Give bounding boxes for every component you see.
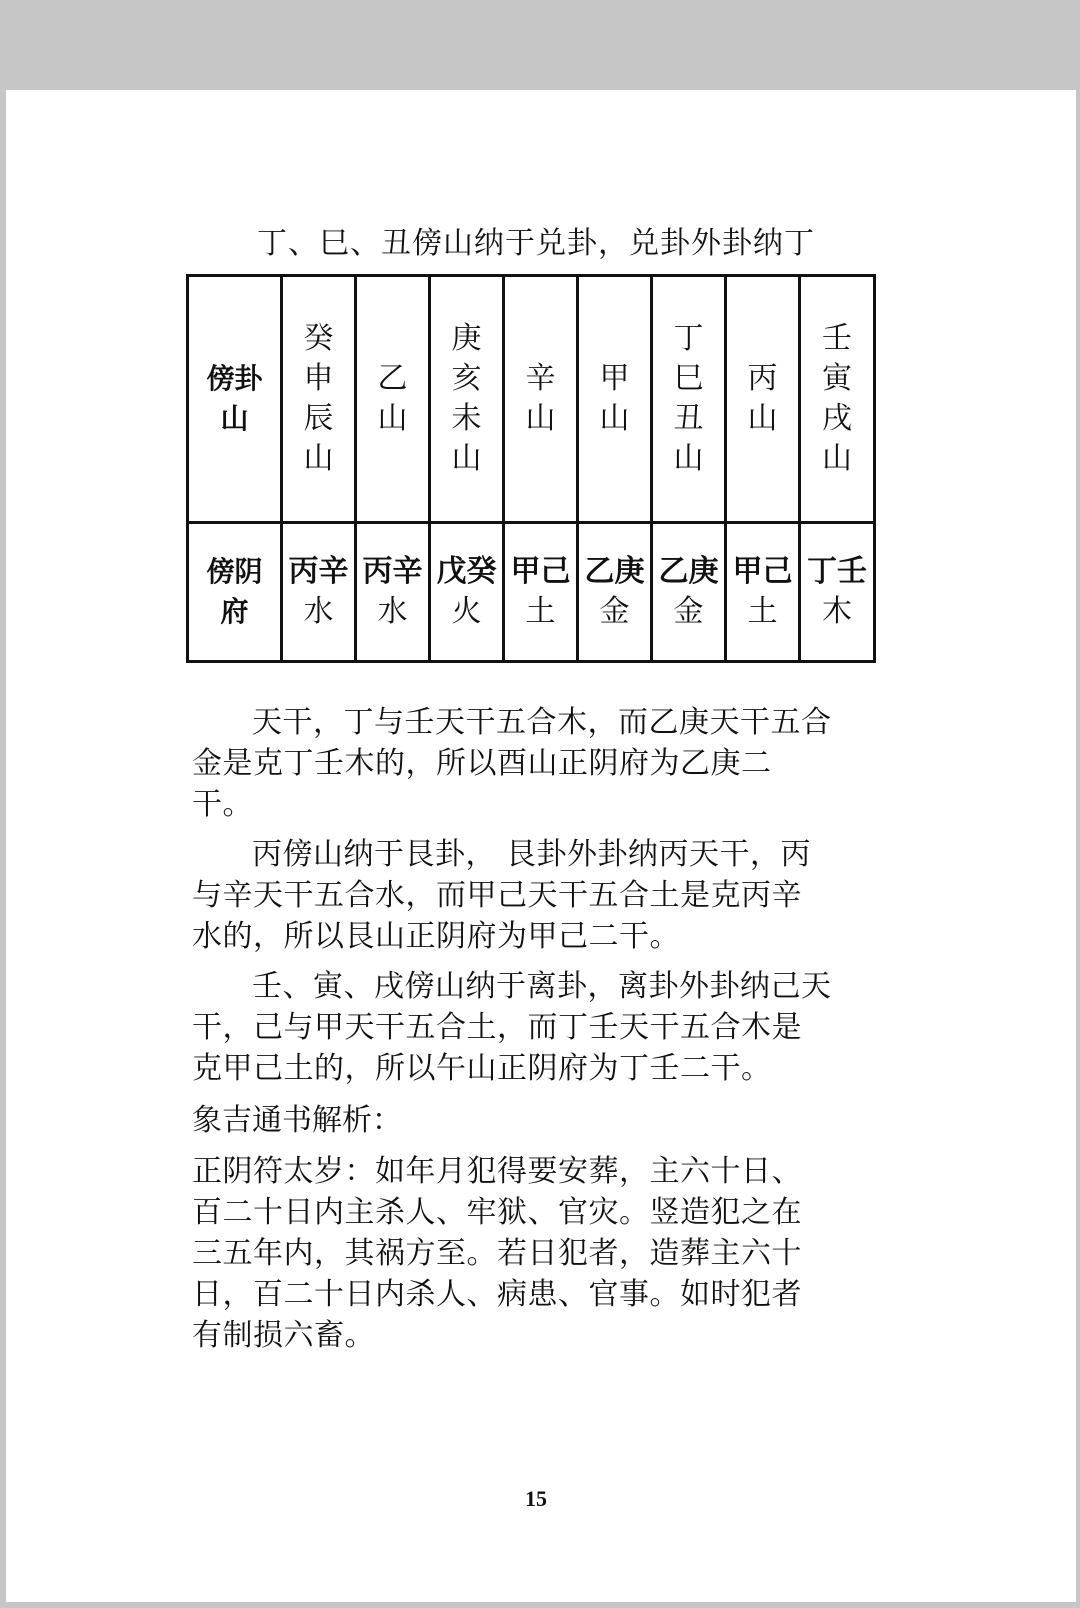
paragraph: 天干，丁与壬天干五合木，而乙庚天干五合金是克丁壬木的，所以酉山正阴府为乙庚二干。 bbox=[192, 705, 832, 822]
cell-gan: 甲己 bbox=[510, 554, 571, 589]
table-cell bbox=[726, 276, 800, 523]
table-row-bang-gua-shan bbox=[188, 276, 875, 523]
cell-wuxing: 金 bbox=[599, 594, 630, 629]
row-header-bang-gua-shan bbox=[188, 276, 282, 523]
paragraph: 丙傍山纳于艮卦， 艮卦外卦纳丙天干，丙与辛天干五合水，而甲己天干五合土是克丙辛水的，所以艮山正阴府为甲己二干。 bbox=[192, 837, 812, 954]
cell-gan: 丁壬 bbox=[807, 554, 867, 589]
cell-wuxing: 水 bbox=[377, 594, 408, 629]
table-cell bbox=[652, 523, 726, 662]
row-header-bang-yin-fu bbox=[188, 523, 282, 662]
cell-wuxing: 土 bbox=[747, 594, 778, 629]
table-cell bbox=[282, 276, 356, 523]
table-cell bbox=[578, 523, 652, 662]
document-page bbox=[6, 90, 1076, 1602]
row-header-label: 傍卦山 bbox=[206, 362, 263, 435]
cell-wuxing: 木 bbox=[822, 594, 852, 629]
analysis-text: 正阴符太岁：如年月犯得要安葬，主六十日、百二十日内主杀人、牢狱、官灾。竖造犯之在三五年内，其祸方至。若日犯者，造葬主六十日，百二十日内杀人、病患、官事。如时犯者有制损六畜。 bbox=[192, 1154, 802, 1353]
cell-text: 乙山 bbox=[377, 361, 408, 436]
analysis-section bbox=[192, 1100, 832, 1356]
table-cell bbox=[504, 523, 578, 662]
table-cell bbox=[652, 276, 726, 523]
table-cell bbox=[726, 523, 800, 662]
cell-text: 壬寅戌山 bbox=[822, 321, 852, 476]
cell-text: 丙山 bbox=[747, 361, 778, 436]
row-header-label: 傍阴府 bbox=[206, 555, 263, 628]
table-cell bbox=[282, 523, 356, 662]
cell-gan: 乙庚 bbox=[584, 554, 645, 589]
table-cell bbox=[430, 276, 504, 523]
table-row-bang-yin-fu bbox=[188, 523, 875, 662]
cell-text: 甲山 bbox=[599, 361, 630, 436]
table-cell bbox=[504, 276, 578, 523]
cell-wuxing: 水 bbox=[303, 594, 334, 629]
table-cell bbox=[578, 276, 652, 523]
cell-gan: 丙辛 bbox=[362, 554, 423, 589]
cell-gan: 戊癸 bbox=[436, 554, 497, 589]
cell-wuxing: 土 bbox=[525, 594, 556, 629]
analysis-title: 象吉通书解析： bbox=[192, 1103, 402, 1138]
paragraph: 壬、寅、戌傍山纳于离卦，离卦外卦纳己天干，己与甲天干五合土，而丁壬天干五合木是克甲己土的，所以午山正阴府为丁壬二干。 bbox=[192, 969, 832, 1086]
cell-gan: 丙辛 bbox=[288, 554, 349, 589]
cell-wuxing: 火 bbox=[451, 594, 482, 629]
table-cell bbox=[356, 276, 430, 523]
table-cell bbox=[356, 523, 430, 662]
cell-gan: 乙庚 bbox=[658, 554, 719, 589]
cell-text: 癸申辰山 bbox=[303, 321, 334, 476]
body-text bbox=[192, 702, 832, 1098]
cell-text: 丁巳丑山 bbox=[673, 321, 704, 476]
cell-text: 辛山 bbox=[525, 361, 556, 436]
table-cell bbox=[800, 523, 875, 662]
bang-shan-table bbox=[186, 274, 876, 663]
table-caption: 丁、巳、丑傍山纳于兑卦，兑卦外卦纳丁 bbox=[257, 226, 815, 261]
cell-gan: 甲己 bbox=[732, 554, 793, 589]
table-cell bbox=[800, 276, 875, 523]
table-cell bbox=[430, 523, 504, 662]
page-number: 15 bbox=[525, 1486, 547, 1511]
cell-wuxing: 金 bbox=[673, 594, 704, 629]
cell-text: 庚亥未山 bbox=[451, 321, 482, 476]
